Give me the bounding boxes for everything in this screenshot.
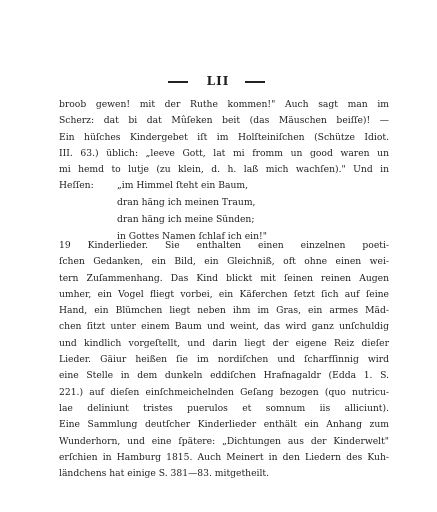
- verse-quote: [117, 177, 267, 245]
- header-rule-right: [245, 81, 265, 83]
- text-line: Hand, ein Blümchen liegt neben ihm im Gras, ein armes Mäd-: [59, 305, 389, 317]
- text-line: 19 Kinderlieder. Sie enthalten einen einzelnen poeti-: [59, 240, 389, 251]
- verse-line: dran häng ich meine Sünden;: [117, 214, 255, 225]
- text-line: Wunderhorn, und eine ſpätere: „Dichtungen aus der Kinderwelt": [59, 435, 389, 447]
- text-line: III. 63.) üblich: „leeve Gott, lat mi fromm un good waren un: [59, 147, 389, 159]
- verse-line: „im Himmel ſteht ein Baum,: [117, 180, 249, 191]
- text-line: Heſſen:: [59, 180, 94, 192]
- text-line: lae deliniunt tristes puerulos et somnum iis alliciunt).: [59, 402, 389, 414]
- text-line: broob gewen! mit der Ruthe kommen!" Auch sagt man im: [59, 99, 389, 110]
- text-line: ländchens hat einige S. 381—83. mitgetheilt.: [59, 468, 270, 480]
- text-line: tern Zuſammenhang. Das Kind blickt mit ſeinen reinen Augen: [59, 272, 389, 284]
- verse-line: dran häng ich meinen Traum,: [117, 197, 256, 208]
- paragraph-block-2: [59, 238, 389, 482]
- text-line: und kindlich vorgeſtellt, und darin liegt der eigene Reiz dieſer: [59, 337, 389, 349]
- text-line: Scherz: dat bi dat Mûſeken beit (das Mäuschen beiſſe)! —: [59, 115, 389, 127]
- page-number: LII: [206, 74, 230, 88]
- text-line: eine Stelle in dem dunkeln eddiſchen Hrafnagaldr (Edda 1. S.: [59, 370, 389, 382]
- text-line: Eine Sammlung deutſcher Kinderlieder enthält ein Anhang zum: [59, 419, 389, 431]
- text-line: chen ſitzt unter einem Baum und weint, das wird ganz unſchuldig: [59, 321, 389, 333]
- text-line: ſchen Gedanken, ein Bild, ein Gleichniß, oft ohne einen wei-: [59, 256, 389, 268]
- text-line: Lieder. Gäiur heißen ſie im nordiſchen und ſcharfſinnig wird: [59, 354, 389, 366]
- text-line: erſchien in Hamburg 1815. Auch Meinert in den Liedern des Kuh-: [59, 451, 389, 463]
- page-header: [0, 73, 437, 89]
- verse-line: in Gottes Namen ſchlaf ich ein!": [117, 231, 267, 242]
- header-rule-left: [168, 81, 188, 83]
- text-line: mi hemd to lutje (zu klein, d. h. laß mich wachſen)." Und in: [59, 164, 389, 176]
- text-line: 221.) auf dieſen einſchmeichelnden Geſang bezogen (quo nutricu-: [59, 386, 389, 398]
- text-line: umher, ein Vogel fliegt vorbei, ein Käferchen ſetzt ſich auf ſeine: [59, 288, 389, 300]
- text-line: Ein hüſches Kindergebet iſt im Holſteiniſchen (Schütze Idiot.: [59, 131, 389, 143]
